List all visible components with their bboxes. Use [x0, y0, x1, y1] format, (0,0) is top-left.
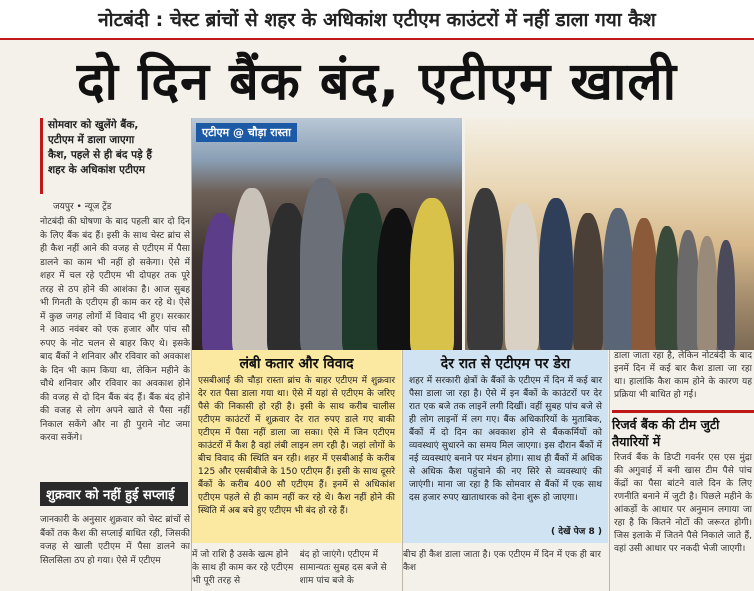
- box-late-night: [403, 350, 608, 543]
- subheading-rbi: [612, 410, 754, 452]
- right-column: [612, 350, 754, 591]
- see-page-ref: ( देखें पेज 8 ): [551, 527, 602, 537]
- continued-text-b: [403, 549, 608, 591]
- subheading-supply: शुक्रवार को नहीं हुई सप्लाई: [40, 482, 188, 506]
- column-rule: [191, 118, 192, 591]
- column-rule: [402, 350, 403, 591]
- kicker-headline: नोटबंदी : चेस्ट ब्रांचों से शहर के अधिकांश एटीएम काउंटरों में नहीं डाला गया कैश: [0, 0, 754, 40]
- continued-text-a1: में जो राशि है उसके खत्म होने के साथ ही काम कर रहे एटीएम भी पूरी तरह से: [192, 550, 294, 586]
- main-headline: दो दिन बैंक बंद, एटीएम खाली: [76, 51, 678, 112]
- deck-line-2: एटीएम में डाला जाएगा: [48, 134, 135, 146]
- column-rule: [609, 350, 610, 591]
- article-body-left: नोटबंदी की घोषणा के बाद पहली बार दो दिन के लिए बैंक बंद हैं। इसी के साथ चेस्ट ब्रांच से ही कैश नहीं आने की वजह से एटीएम में पैसा डालने का काम भी नहीं हो सकेगा। ऐसे में शहर में चल रहे एटीएम भी दोपहर तक पूरे तरह से ठप होने की आशंका है। आज सुबह भी गिनती के एटीएम ही काम कर रहे थे। ऐसे में कुछ जगह लोगों में विवाद भी हुए। सरकार ने आठ नवंबर को एक हजार और पांच सौ रुपए के नोट चलन से बाहर किए थे। इसके बाद बैंकों ने शनिवार और रविवार को अवकाश के दिन भी काम किया था, लेकिन महीने के चौथे शनिवार और रविवार का अवकाश होने की वजह से दो दिन बैंक बंद हैं। बैंक बंद होने की वजह से लोग अपने खाते से पैसा नहीं निकाल सकेंगे और ना ही पुराने नोट जमा करवा सकेंगे।: [40, 217, 190, 443]
- box-late-night-body: शहर में सरकारी क्षेत्रों के बैंकों के एटीएम में दिन में कई बार पैसा डाला जा रहा है। ऐसे में इन बैंकों के काउंटरों पर देर रात एक बजे तक लाइनें लगी दिखीं। वहीं सुबह पांच बजे से ही लोग लाइनों में लग गए। बैंक अधिकारियों के मुताबिक, बैंकों में दो दिन का अवकाश होने से बैंककर्मियों को व्यवस्थाएं सुधारने का समय मिल जाएगा। इस दौरान बैंकों में नई व्यवस्थाएं बनाने पर मंथन होगा। साथ ही बैंकों में अधिक से अधिक कैश पहुंचाने की नए सिरे से व्यवस्थाएं की जाएंगी। माना जा रहा है कि सोमवार से बैंकों में एक साथ दस हजार रुपए खाताधारक को देना शुरू हो जाएगा।: [409, 376, 602, 503]
- right-column-top-text: डाला जाता रहा है, लेकिन नोटबंदी के बाद इनमें दिन में कई बार कैश डाला जा रहा था। हालांकि कैश काम होने के कारण यह प्रक्रिया भी बाधित हो गई।: [614, 351, 752, 400]
- photo-location-tag: एटीएम @ चौड़ा रास्ता: [196, 123, 297, 142]
- box-queue-dispute-body: एसबीआई की चौड़ा रास्ता ब्रांच के बाहर एटीएम में शुक्रवार देर रात पैसा डाला गया था। ऐसे में यहां से एटीएम के जरिए पैसे की निकासी हो रही है। इसी के साथ करीब चालीस एटीएम काउंटरों में शुक्रवार देर रात रुपए डाले गए बाकी एटीएम में पैसा नहीं डाला जा सका। ऐसे में जिन एटीएम काउंटरों में कैश है वहां लंबी लाइन लग रही है। जहां लोगों के बीच विवाद की स्थिति बन रही। शहर में एसबीआई के करीब 125 और एसबीबीजे के 150 एटीएम हैं। इसी के साथ दूसरे बैंकों के करीब 400 सौ एटीएम हैं। इनमें से अधिकांश एटीएम पहले से ही काम नहीं कर रहे थे। कैश नहीं होने की स्थिति में अब बचे हुए एटीएम भी बंद हो रहे हैं।: [198, 376, 395, 516]
- left-column: [0, 118, 190, 591]
- continued-text-b1: बीच ही कैश डाला जाता है। एक एटीएम में दिन में एक ही बार कैश: [403, 550, 601, 573]
- deck: [40, 118, 188, 178]
- continued-text-a: [192, 549, 401, 591]
- box-queue-dispute-title: लंबी कतार और विवाद: [239, 356, 354, 372]
- deck-line-3: कैश, पहले से ही बंद पड़े हैं: [48, 149, 152, 161]
- article-body-left-2: जानकारी के अनुसार शुक्रवार को चेस्ट ब्रांचों से बैंकों तक कैश की सप्लाई बाधित रही, जिसकी वजह से खाली एटीएम में पैसा डालने का सिलसिला ठप हो गया। ऐसे में एटीएम: [40, 515, 190, 566]
- photo-atm-queue: [465, 118, 754, 350]
- box-late-night-title: देर रात से एटीएम पर डेरा: [440, 356, 571, 372]
- right-column-body: रिजर्व बैंक के डिप्टी गवर्नर एस एस मुंद्रा की अगुवाई में बनी खास टीम पैसे पांच केंद्रों का पैसा बांटने वाले दिन के लिए रणनीति बनाने में जुटी है। पिछले महीने के आंकड़ों के आधार पर अनुमान लगाया जा रहा है कि कितने नोटों की जरूरत होगी। जिस इलाके में जितने पैसे निकाले जाते हैं, वहां उसी आधार पर नकदी भेजी जाएगी।: [614, 453, 752, 554]
- dateline: जयपुर • न्यूज ट्रेंड: [53, 202, 112, 212]
- subheading-rbi-line-1: रिजर्व बैंक की टीम जुटी: [612, 417, 720, 432]
- photo-crowd-atm: [192, 118, 462, 350]
- continued-text-a2: बंद हो जाएंगे। एटीएम में सामान्यतः सुबह दस बजे से शाम पांच बजे के: [299, 550, 387, 586]
- subheading-rbi-line-2: तैयारियों में: [612, 434, 661, 449]
- box-queue-dispute: [192, 350, 401, 543]
- deck-line-1: सोमवार को खुलेंगे बैंक,: [48, 119, 139, 131]
- deck-line-4: शहर के अधिकांश एटीएम: [48, 164, 146, 176]
